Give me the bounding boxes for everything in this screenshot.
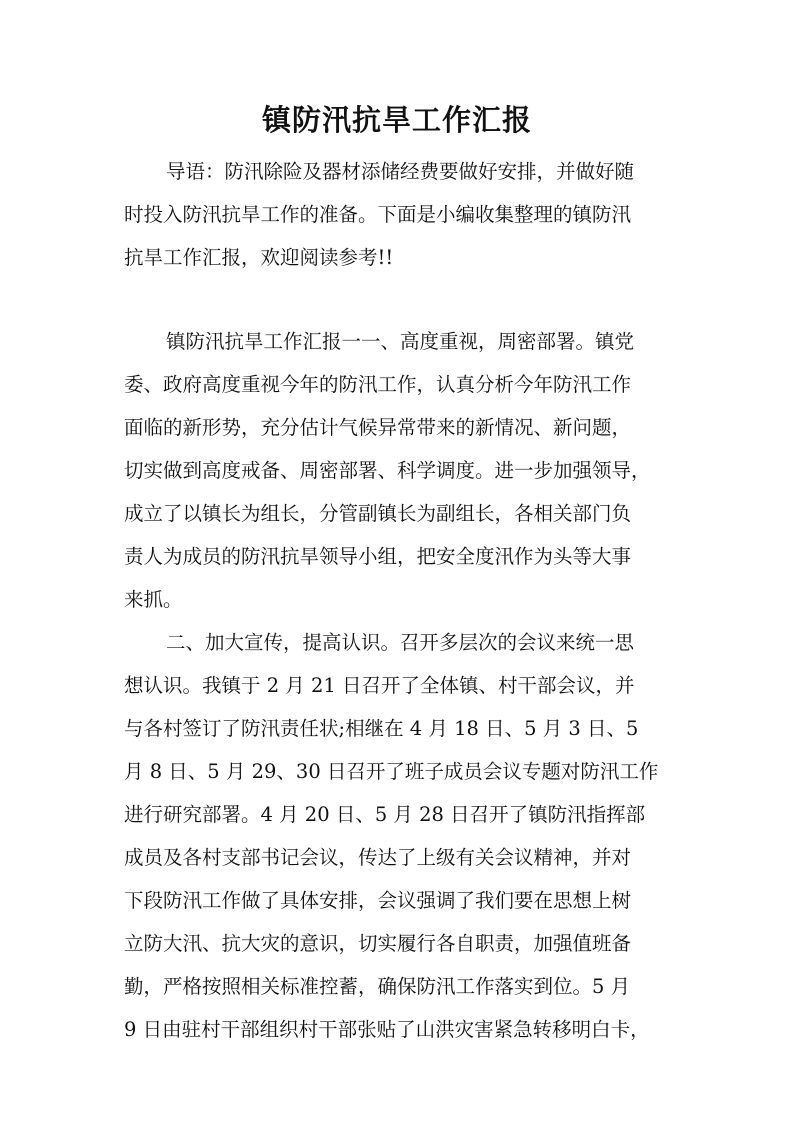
- line-text: 委、政府高度重视今年的防汛工作，认真分析今年防汛工作: [124, 373, 632, 396]
- line-text: 下段防汛工作做了具体安排，会议强调了我们要在思想上树: [124, 889, 632, 912]
- line-text: 面临的新形势，充分估计气候异常带来的新情况、新问题，: [124, 416, 632, 439]
- line-text: 来抓。: [124, 588, 183, 611]
- line-text: 想认识。我镇于 2 月 21 日召开了全体镇、村干部会议，并: [124, 674, 635, 697]
- line-text: 进行研究部署。4 月 20 日、5 月 28 日召开了镇防汛指挥部: [124, 803, 646, 826]
- line-text: 与各村签订了防汛责任状;相继在 4 月 18 日、5 月 3 日、5: [124, 717, 639, 740]
- line-text: 成立了以镇长为组长，分管副镇长为副组长，各相关部门负: [124, 502, 632, 525]
- line-text: 抗旱工作汇报，欢迎阅读参考!!: [124, 246, 394, 269]
- line-text: 责人为成员的防汛抗旱领导小组，把安全度汛作为头等大事: [124, 545, 632, 568]
- line-text: 月 8 日、5 月 29、30 日召开了班子成员会议专题对防汛工作: [124, 760, 659, 783]
- line-text: 时投入防汛抗旱工作的准备。下面是小编收集整理的镇防汛: [124, 203, 632, 226]
- line-text: 切实做到高度戒备、周密部署、科学调度。进一步加强领导，: [124, 459, 651, 482]
- line-text: 勤，严格按照相关标准控蓄，确保防汛工作落实到位。5 月: [124, 975, 631, 998]
- line-text: 镇防汛抗旱工作汇报一一、高度重视，周密部署。镇党: [166, 330, 635, 353]
- line-text: 二、加大宣传，提高认识。召开多层次的会议来统一思: [166, 631, 635, 654]
- line-text: 导语：防汛除险及器材添储经费要做好安排，并做好随: [166, 160, 635, 183]
- line-text: 9 日由驻村干部组织村干部张贴了山洪灾害紧急转移明白卡，: [124, 1018, 650, 1041]
- document-title: 镇防汛抗旱工作汇报: [261, 103, 532, 137]
- line-text: 成员及各村支部书记会议，传达了上级有关会议精神，并对: [124, 846, 632, 869]
- line-text: 立防大汛、抗大灾的意识，切实履行各自职责，加强值班备: [124, 932, 632, 955]
